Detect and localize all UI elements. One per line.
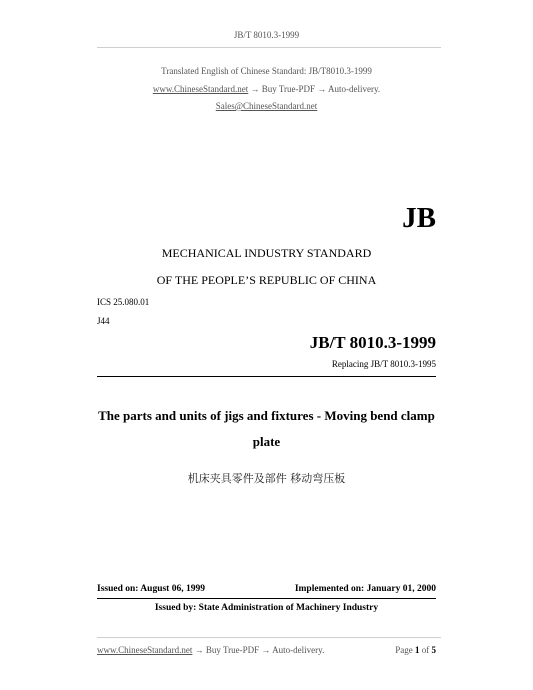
title-line2: plate xyxy=(252,434,281,449)
purchase-line xyxy=(0,84,533,94)
page-of: of xyxy=(421,645,430,655)
email-link[interactable]: Sales@ChineseStandard.net xyxy=(215,101,318,111)
site-link[interactable]: www.ChineseStandard.net xyxy=(152,84,249,94)
page-total: 5 xyxy=(431,645,436,655)
standard-code: JB/T 8010.3-1999 xyxy=(309,333,436,352)
issue-rule xyxy=(97,598,436,599)
title-line1: The parts and units of jigs and fixtures - Moving bend clamp xyxy=(98,408,435,423)
issued-date: Issued on: August 06, 1999 xyxy=(97,584,205,594)
standard-name-line1: MECHANICAL INDUSTRY STANDARD xyxy=(161,246,372,260)
page-indicator xyxy=(395,645,436,655)
standard-name-line2: OF THE PEOPLE’S REPUBLIC OF CHINA xyxy=(156,273,377,287)
footer-purchase-line xyxy=(97,645,324,655)
footer-buy-text: → Buy True-PDF → Auto-delivery. xyxy=(194,645,325,655)
replacing-note: Replacing JB/T 8010.3-1995 xyxy=(331,359,436,369)
page-current: 1 xyxy=(415,645,420,655)
buy-text: → Buy True-PDF → Auto-delivery. xyxy=(250,84,381,94)
header-rule xyxy=(97,47,441,48)
email-line xyxy=(0,101,533,111)
code-rule xyxy=(97,376,436,377)
implemented-date: Implemented on: January 01, 2000 xyxy=(294,584,436,594)
footer-site-link[interactable]: www.ChineseStandard.net xyxy=(97,645,193,655)
title-chinese: 机床夹具零件及部件 移动弯压板 xyxy=(187,472,346,485)
jb-logo: JB xyxy=(402,202,436,234)
running-header: JB/T 8010.3-1999 xyxy=(233,30,300,40)
footer-rule xyxy=(97,637,441,638)
ics-code: ICS 25.080.01 xyxy=(97,297,150,307)
issuing-authority: Issued by: State Administration of Machinery Industry xyxy=(154,603,379,613)
page-label: Page xyxy=(395,645,413,655)
translation-notice: Translated English of Chinese Standard: JB/T8010.3-1999 xyxy=(161,66,372,76)
ccs-code: J44 xyxy=(97,316,110,326)
